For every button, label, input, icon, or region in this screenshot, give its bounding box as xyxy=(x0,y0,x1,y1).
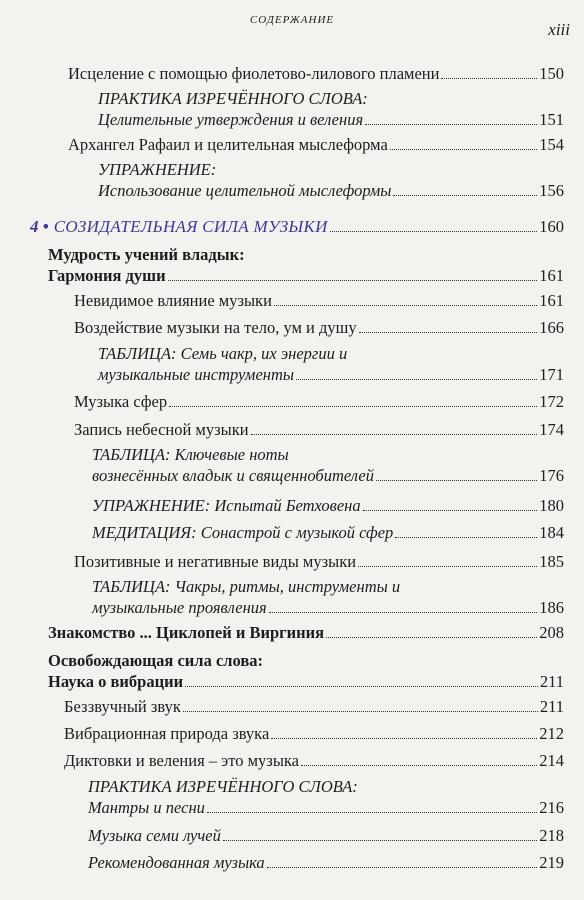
toc-entry-title: музыкальные проявления xyxy=(92,598,267,617)
toc-entry[interactable] xyxy=(92,576,564,618)
dot-leader xyxy=(168,280,538,281)
toc-entry-title: Рекомендованная музыка xyxy=(88,853,265,872)
dot-leader xyxy=(267,867,538,868)
toc-entry-page: 184 xyxy=(539,523,564,542)
toc-entry-page: 218 xyxy=(539,826,564,845)
toc-entry[interactable] xyxy=(88,825,564,846)
toc-section-entry[interactable] xyxy=(48,244,564,286)
dot-leader xyxy=(183,711,538,712)
toc-entry-page: 166 xyxy=(539,318,564,337)
toc-entry-label: УПРАЖНЕНИЕ: xyxy=(98,160,217,179)
dot-leader xyxy=(169,406,537,407)
toc-entry-page: 150 xyxy=(539,64,564,83)
toc-entry[interactable] xyxy=(98,88,564,130)
dot-leader xyxy=(301,765,537,766)
toc-entry-title: Запись небесной музыки xyxy=(74,420,249,439)
toc-entry-page: 151 xyxy=(539,110,564,129)
toc-entry-title: Музыка сфер xyxy=(74,392,168,411)
dot-leader xyxy=(274,305,537,306)
toc-entry-page: 211 xyxy=(539,697,564,716)
dot-leader xyxy=(296,379,537,380)
toc-entry[interactable] xyxy=(92,444,564,486)
toc-entry[interactable] xyxy=(98,159,564,201)
toc-entry-line1: ТАБЛИЦА: Семь чакр, их энергии и xyxy=(98,344,348,363)
toc-entry-title: Музыка семи лучей xyxy=(88,826,221,845)
toc-entry-title: Позитивные и негативные виды музыки xyxy=(74,552,357,571)
chapter-number: 4 • xyxy=(30,217,49,236)
toc-entry-title: МЕДИТАЦИЯ: Сонастрой с музыкой сфер xyxy=(92,523,394,542)
toc-entry[interactable] xyxy=(74,551,564,572)
toc-entry-line1: Мудрость учений владык: xyxy=(48,245,245,264)
toc-entry[interactable] xyxy=(68,63,564,84)
toc-entry-page: 176 xyxy=(539,466,564,485)
dot-leader xyxy=(376,480,537,481)
dot-leader xyxy=(393,195,537,196)
toc-entry-label: ПРАКТИКА ИЗРЕЧЁННОГО СЛОВА: xyxy=(98,89,368,108)
toc-entry-title: вознесённых владык и священнобителей xyxy=(92,466,374,485)
toc-entry-page: 212 xyxy=(539,724,564,743)
dot-leader xyxy=(326,637,537,638)
toc-entry[interactable] xyxy=(88,776,564,818)
dot-leader xyxy=(251,434,538,435)
toc-section-entry[interactable] xyxy=(48,650,564,692)
toc-entry[interactable] xyxy=(64,696,564,717)
toc-entry-title: Воздействие музыки на тело, ум и душу xyxy=(74,318,357,337)
toc-section-entry[interactable] xyxy=(48,622,564,643)
toc-entry-title: Архангел Рафаил и целительная мыслеформа xyxy=(68,135,388,154)
toc-entry-line1: ТАБЛИЦА: Ключевые ноты xyxy=(92,445,289,464)
toc-entry-title: Диктовки и веления – это музыка xyxy=(64,751,300,770)
toc-entry[interactable] xyxy=(92,495,564,516)
toc-entry-page: 219 xyxy=(539,853,564,872)
toc-entry[interactable] xyxy=(98,343,564,385)
toc-entry-title: Целительные утверждения и веления xyxy=(98,110,364,129)
toc-entry-title: Знакомство ... Циклопей и Виргиния xyxy=(48,623,325,642)
dot-leader xyxy=(185,686,538,687)
toc-entry-page: 161 xyxy=(539,266,564,285)
dot-leader xyxy=(330,231,538,232)
dot-leader xyxy=(390,149,537,150)
toc-entry-page: 156 xyxy=(539,181,564,200)
toc-entry-title: Гармония души xyxy=(48,266,166,285)
toc-entry-page: 160 xyxy=(539,217,564,236)
dot-leader xyxy=(395,537,537,538)
toc-entry-page: 180 xyxy=(539,496,564,515)
dot-leader xyxy=(269,612,538,613)
toc-entry-page: 172 xyxy=(539,392,564,411)
toc-entry-title: Исцеление с помощью фиолетово-лилового пламени xyxy=(68,64,440,83)
toc-entry[interactable] xyxy=(74,419,564,440)
toc-entry[interactable] xyxy=(64,750,564,771)
toc-entry-title: Использование целительной мыслеформы xyxy=(98,181,392,200)
dot-leader xyxy=(363,510,538,511)
toc-entry[interactable] xyxy=(74,391,564,412)
toc-entry[interactable] xyxy=(68,134,564,155)
toc-entry-title: Вибрационная природа звука xyxy=(64,724,270,743)
toc-chapter-entry[interactable] xyxy=(30,216,564,237)
toc-entry-page: 211 xyxy=(539,672,564,691)
page-number: xiii xyxy=(548,20,570,39)
toc-entry-title: Беззвучный звук xyxy=(64,697,181,716)
dot-leader xyxy=(441,78,537,79)
toc-entry-page: 216 xyxy=(539,798,564,817)
dot-leader xyxy=(207,812,537,813)
toc-entry-line1: ТАБЛИЦА: Чакры, ритмы, инструменты и xyxy=(92,577,401,596)
toc-entry-page: 214 xyxy=(539,751,564,770)
toc-entry-page: 208 xyxy=(539,623,564,642)
toc-entry-page: 186 xyxy=(539,598,564,617)
toc-entry[interactable] xyxy=(64,723,564,744)
toc-entry-page: 185 xyxy=(539,552,564,571)
toc-entry-title: музыкальные инструменты xyxy=(98,365,295,384)
dot-leader xyxy=(223,840,537,841)
toc-entry-line1: Освобождающая сила слова: xyxy=(48,651,264,670)
toc-entry[interactable] xyxy=(74,317,564,338)
dot-leader xyxy=(271,738,537,739)
toc-entry-page: 171 xyxy=(539,365,564,384)
toc-entry-title: Наука о вибрации xyxy=(48,672,184,691)
toc-entry[interactable] xyxy=(88,852,564,873)
toc-entry[interactable] xyxy=(92,522,564,543)
dot-leader xyxy=(358,566,537,567)
toc-entry-title: УПРАЖНЕНИЕ: Испытай Бетховена xyxy=(92,496,361,515)
toc-entry-page: 161 xyxy=(539,291,564,310)
toc-entry-title: Мантры и песни xyxy=(88,798,205,817)
dot-leader xyxy=(365,124,537,125)
chapter-title: СОЗИДАТЕЛЬНАЯ СИЛА МУЗЫКИ xyxy=(53,217,328,236)
running-header: СОДЕРЖАНИЕ xyxy=(249,14,335,26)
toc-entry[interactable] xyxy=(74,290,564,311)
toc-entry-page: 154 xyxy=(539,135,564,154)
dot-leader xyxy=(359,332,538,333)
toc-entry-title: Невидимое влияние музыки xyxy=(74,291,272,310)
toc-entry-page: 174 xyxy=(539,420,564,439)
toc-entry-line1: ПРАКТИКА ИЗРЕЧЁННОГО СЛОВА: xyxy=(88,777,358,796)
